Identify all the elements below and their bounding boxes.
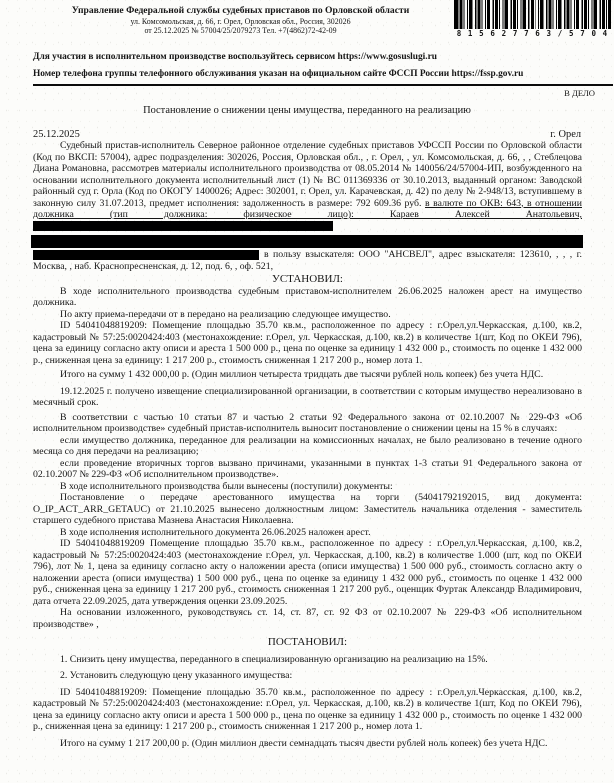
- document-title: Постановление о снижении цены имущества, переданного на реализацию: [143, 105, 471, 116]
- notice-gosuslugi: Для участия в исполнительном производстве воспользуйтесь сервисом https://www.gosuslugi.ru: [33, 52, 438, 62]
- resolved-item-reduce-price: 1. Снизить цену имущества, переданного в специализированную организацию на реализацию на 15%.: [60, 653, 488, 665]
- redaction-bar-1: [33, 221, 333, 231]
- section-heading-established: УСТАНОВИЛ:: [272, 273, 343, 285]
- header-divider: [33, 84, 613, 86]
- paragraph-case-commission: если имущество должника, переданное для реализации на комиссионных началах, не было реализовано в течение одного месяца со дня передачи на реализацию;: [33, 434, 582, 457]
- intro-underlined-debtor: в валюте по ОКВ: 643, в отношении должника (тип должника: физическое лицо): Караев Алексей Анатольевич,: [33, 197, 582, 220]
- intro-tail-text: в пользу взыскателя: ООО "АНСВЕЛ", адрес взыскателя: 123610, , , , г. Москва, , наб. Краснопресненская, д. 12, под. 6, , оф. 521,: [33, 249, 582, 272]
- document-reference-line: от 25.12.2025 № 57004/25/2079273 Тел. +7(4862)72-42-09: [144, 26, 337, 35]
- paragraph-law-basis: В соответствии с частью 10 статьи 87 и частью 2 статьи 92 Федерального закона от 02.10.2007 № 229-ФЗ «Об исполнительном производстве» судебный пристав-исполнитель выносит постановление о снижении цены на 15 % в случаях:: [33, 411, 582, 434]
- section-heading-resolved: ПОСТАНОВИЛ:: [267, 636, 348, 648]
- org-address: ул. Комсомольская, д. 66, г. Орел, Орловская обл., Россия, 302026: [130, 17, 351, 26]
- paragraph-property-item: ID 54041048819209: Помещение площадью 35.70 кв.м., расположенное по адресу : г.Орел,ул.Черкасская, д.100, кв.2, кадастровый № 57:25:0020424:403 (местонахождение: г.Орел, ул. Черкасская, д.100, кв.2) в количестве 1(шт, Код по ОКЕИ 796), цена за единицу согласно акту описи и ареста 1 500 000 р., цена по оценке за единицу 1 432 000 р., стоимость по оценке 1 432 000 р., сниженная цена за единицу: 1 217 200 р., стоимость сниженная 1 217 200 р., номер лота 1.: [33, 320, 582, 366]
- notice-phone: Номер телефона группы телефонного обслуживания указан на официальном сайте ФССП России https://fssp.gov.ru: [33, 69, 524, 79]
- resolved-total-reduced: Итого на сумму 1 217 200,00 р. (Один миллион двести семнадцать тысяч двести рублей ноль копеек) без учета НДС.: [60, 737, 548, 749]
- letterhead-org-block: [18, 5, 463, 35]
- paragraph-unsold-notice: 19.12.2025 г. получено извещение специализированной организации, в соответствии с которым имущество нереализовано в месячный срок.: [33, 385, 582, 408]
- redaction-bar-2: [31, 235, 583, 248]
- paragraph-documents-issued: В ходе исполнительного производства были вынесены (поступили) документы:: [60, 480, 393, 492]
- document-city: г. Орел: [550, 129, 581, 140]
- barcode-digits: 8 1 5 6 2 7 7 6 3 / 5 7 0 4: [456, 29, 609, 38]
- redaction-bar-3: [33, 250, 259, 260]
- resolved-property-item: ID 54041048819209: Помещение площадью 35.70 кв.м., расположенное по адресу : г.Орел,ул.Черкасская, д.100, кв.2, кадастровый № 57:25:0020424:403 (местонахождение: г.Орел, ул. Черкасская, д.100, кв.2) в количестве 1(шт, Код по ОКЕИ 796), цена за единицу согласно акту описи и ареста 1 500 000 р., цена по оценке за единицу 1 432 000 р., стоимость по оценке 1 432 000 р., сниженная цена за единицу: 1 217 200 р., стоимость сниженная 1 217 200 р., номер лота 1.: [33, 686, 582, 732]
- case-mark: В ДЕЛО: [564, 88, 595, 98]
- letterhead: [0, 0, 614, 43]
- paragraph-arrest-imposed: В ходе исполнительного производства судебным приставом-исполнителем 26.06.2025 наложен арест на имущество должника.: [33, 285, 582, 308]
- barcode-block: [454, 0, 611, 38]
- paragraph-transfer-resolution: Постановление о передаче арестованного имущества на торги (54041792192015, вид документа: O_IP_ACT_ARR_GETAUC) от 21.10.2025 вынесено должностным лицом: Заместитель начальника отделения - заместитель старшего судебного пристава Мазнева Анастасия Николаевна.: [33, 492, 582, 526]
- paragraph-property-item-detailed: ID 54041048819209 Помещение площадью 35.70 кв.м., расположенное по адресу : г.Орел,ул.Черкасская, д.100, кв.2, кадастровый № 57:25:0020424:403 (местонахождение г.Орел, ул. Черкасская, д.100, кв.2) в количестве 1.000 (шт, код по ОКЕИ 796), лот № 1, цена за единицу согласно акту о наложении ареста (описи имущества) 1 500 000 руб., стоимость согласно акту о наложении ареста (описи имущества) 1 500 000 руб., цена по оценке за единицу 1 432 000 руб., стоимость по оценке 1 432 000 руб., сниженная цена за единицу 1 217 200 руб., стоимость сниженная 1 217 200 руб., оценщик Фуртак Александр Владимирович, дата отчета 22.09.2025, дата утверждения оценки 23.09.2025.: [33, 538, 582, 607]
- paragraph-transfer-act: По акту приема-передачи от в передано на реализацию следующее имущество.: [60, 308, 391, 320]
- document-date: 25.12.2025: [33, 129, 80, 140]
- intro-paragraph: [33, 140, 582, 272]
- barcode-icon: [454, 0, 611, 29]
- intro-lead-text: Судебный пристав-исполнитель Северное районное отделение судебных приставов УФССП России по Орловской области (Код по ВКСП: 57004), адрес подразделения: 302026, Россия, Орловская обл., , г. Орел, , ул. Комсомольская, д. 66, , , Стеблецова Диана Романовна, рассмотрев материалы исполнительного производства от 08.05.2014 № 140056/24/57004-ИП, возбужденного на основании исполнительного документа исполнительный лист (1) № ВС 011369336 от 30.10.2013, выданный органом: Заводской районный суд г. Орла (Код по ОКОГУ 1400026; Адрес: 302001, г. Орел, ул. Карачевская, д. 42) по делу № 2-948/13, вступившему в законную силу 31.07.2013, предмет исполнения: задолженность в размере: 792 609.36 руб.: [33, 140, 582, 209]
- paragraph-legal-grounds: На основании изложенного, руководствуясь ст. 14, ст. 87, ст. 92 ФЗ от 02.10.2007 № 229-ФЗ «Об исполнительном производстве» ,: [33, 607, 582, 630]
- org-name: Управление Федеральной службы судебных приставов по Орловской области: [71, 5, 410, 16]
- resolved-item-set-price: 2. Установить следующую цену указанного имущества:: [60, 670, 293, 681]
- paragraph-total-initial: Итого на сумму 1 432 000,00 р. (Один миллион четыреста тридцать две тысячи рублей ноль копеек) без учета НДС.: [60, 369, 544, 380]
- document-body: [33, 140, 582, 749]
- dateline: [33, 129, 581, 140]
- paragraph-case-secondary-auction: если проведение вторичных торгов вызвано причинами, указанными в пунктах 1-3 статьи 91 Федерального закона от 02.10.2007 № 229-ФЗ «Об исполнительном производстве».: [33, 457, 582, 480]
- paragraph-arrest-during-execution: В ходе исполнения исполнительного документа 26.06.2025 наложен арест.: [60, 526, 371, 538]
